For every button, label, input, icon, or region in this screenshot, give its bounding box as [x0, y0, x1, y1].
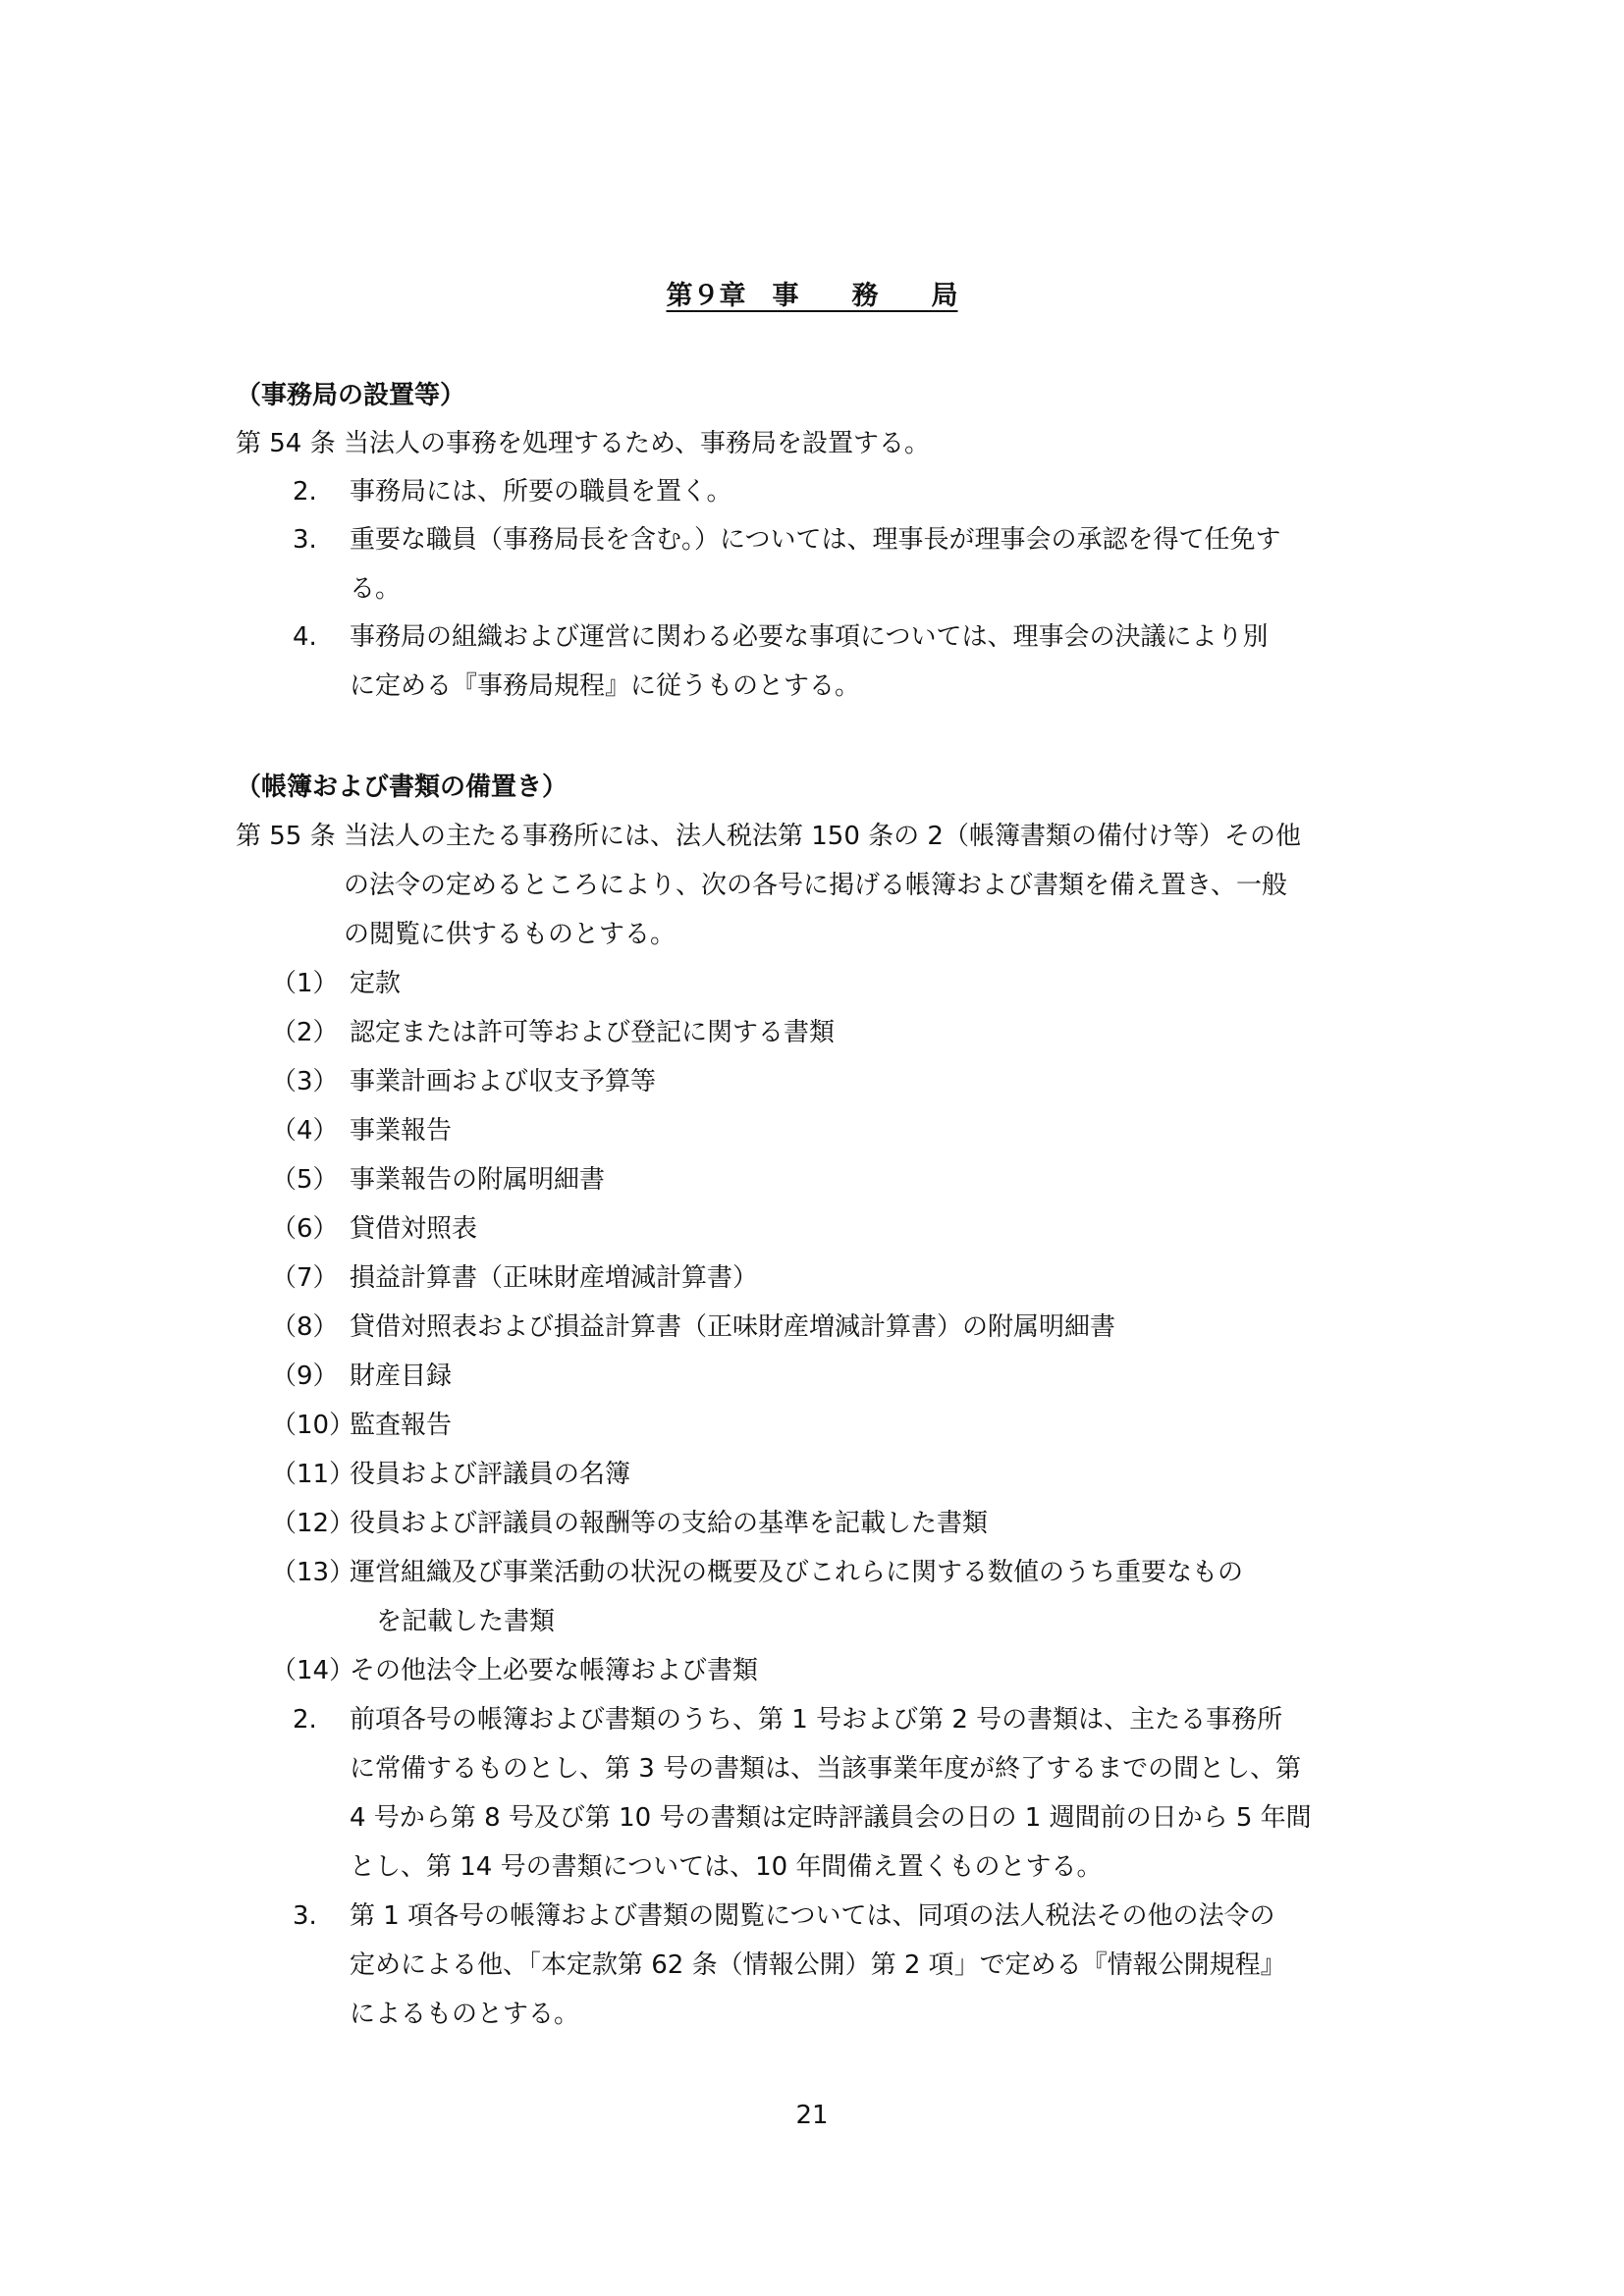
list-item-label: （12） [271, 1509, 355, 1538]
list-item [271, 964, 401, 1003]
list-item [271, 1013, 835, 1052]
list-item [271, 1209, 477, 1249]
article-54-item-4-continuation: に定める『事務局規程』に従うものとする。 [350, 671, 861, 701]
list-item-label: （8） [271, 1312, 339, 1342]
article-55-text-line-2: の法令の定めるところにより、次の各号に掲げる帳簿および書類を備え置き、一般 [344, 871, 1287, 900]
article-54-item-4 [293, 617, 1268, 657]
chapter-title-text: 第９章 事 務 局 [666, 281, 958, 311]
list-item-label: （11） [271, 1460, 355, 1489]
list-item-label: （1） [271, 969, 339, 998]
list-item [271, 1651, 758, 1690]
list-item-text: 定款 [350, 969, 402, 998]
section-54-heading: （事務局の設置等） [236, 381, 466, 410]
item-text: 前項各号の帳簿および書類のうち、第 1 号および第 2 号の書類は、主たる事務所 [350, 1705, 1283, 1735]
article-54-item-3 [293, 520, 1280, 560]
article-55-item-3-continuation: によるものとする。 [350, 2000, 580, 2029]
list-item [271, 1308, 1115, 1347]
article-55-item-3-continuation: 定めによる他、「本定款第 62 条（情報公開）第 2 項」で定める『情報公開規程』 [350, 1950, 1286, 1980]
article-54-item-3-continuation: る。 [350, 574, 402, 604]
item-text: 事務局の組織および運営に関わる必要な事項については、理事会の決議により別 [350, 622, 1269, 652]
section-55-heading: （帳簿および書類の備置き） [236, 773, 568, 802]
list-item-label: （9） [271, 1362, 339, 1391]
list-item [271, 1406, 452, 1445]
list-item-text: 損益計算書（正味財産増減計算書） [350, 1263, 759, 1293]
list-item [271, 1160, 605, 1200]
list-item-text: 貸借対照表および損益計算書（正味財産増減計算書）の附属明細書 [350, 1312, 1116, 1342]
list-item-label: （7） [271, 1263, 339, 1293]
list-item-label: （10） [271, 1411, 355, 1440]
list-item-text: その他法令上必要な帳簿および書類 [350, 1656, 759, 1685]
article-55-item-2-continuation: とし、第 14 号の書類については、10 年間備え置くものとする。 [350, 1852, 1103, 1882]
article-55-text-line-1: 当法人の主たる事務所には、法人税法第 150 条の 2（帳簿書類の備付け等）その他 [344, 822, 1301, 851]
list-item [271, 1258, 758, 1298]
list-item-text: 事業計画および収支予算等 [350, 1067, 657, 1096]
list-item-text: 役員および評議員の報酬等の支給の基準を記載した書類 [350, 1509, 989, 1538]
list-item [271, 1062, 656, 1101]
chapter-title [0, 277, 1624, 316]
item-number: 3. [293, 525, 317, 555]
list-item-continuation: を記載した書類 [376, 1607, 556, 1636]
item-number: 3. [293, 1901, 317, 1931]
list-item-label: （4） [271, 1116, 339, 1146]
list-item-text: 貸借対照表 [350, 1214, 478, 1244]
list-item-text: 事業報告の附属明細書 [350, 1165, 606, 1195]
item-number: 4. [293, 622, 317, 652]
item-number: 2. [293, 1705, 317, 1735]
list-item-label: （5） [271, 1165, 339, 1195]
article-55-item-3 [293, 1896, 1275, 1936]
list-item [271, 1111, 452, 1150]
list-item-text: 役員および評議員の名簿 [350, 1460, 631, 1489]
list-item [271, 1357, 452, 1396]
list-item-label: （14） [271, 1656, 355, 1685]
list-item-label: （13） [271, 1558, 355, 1587]
list-item-text: 財産目録 [350, 1362, 453, 1391]
article-55-item-2-continuation: に常備するものとし、第 3 号の書類は、当該事業年度が終了するまでの間とし、第 [350, 1754, 1302, 1784]
article-54 [236, 424, 930, 463]
article-54-text: 当法人の事務を処理するため、事務局を設置する。 [344, 429, 930, 458]
list-item-label: （2） [271, 1018, 339, 1047]
item-text: 重要な職員（事務局長を含む。）については、理事長が理事会の承認を得て任免す [350, 525, 1281, 555]
item-number: 2. [293, 477, 317, 507]
list-item-text: 事業報告 [350, 1116, 453, 1146]
page-number: 21 [795, 2101, 829, 2130]
article-55-number: 第 55 条 [236, 822, 336, 851]
article-55-item-2-continuation: 4 号から第 8 号及び第 10 号の書類は定時評議員会の日の 1 週間前の日から 5 年間 [350, 1803, 1312, 1833]
list-item-label: （3） [271, 1067, 339, 1096]
list-item [271, 1455, 630, 1494]
article-55-item-2 [293, 1700, 1282, 1739]
list-item-text: 監査報告 [350, 1411, 453, 1440]
item-text: 事務局には、所要の職員を置く。 [350, 477, 732, 507]
article-55 [236, 817, 1301, 856]
list-item [271, 1553, 1243, 1592]
article-55-text-line-3: の閲覧に供するものとする。 [344, 920, 677, 949]
item-text: 第 1 項各号の帳簿および書類の閲覧については、同項の法人税法その他の法令の [350, 1901, 1275, 1931]
article-54-number: 第 54 条 [236, 429, 336, 458]
list-item-text: 運営組織及び事業活動の状況の概要及びこれらに関する数値のうち重要なもの [350, 1558, 1244, 1587]
list-item-label: （6） [271, 1214, 339, 1244]
list-item-text: 認定または許可等および登記に関する書類 [350, 1018, 836, 1047]
article-54-item-2 [293, 472, 731, 511]
list-item [271, 1504, 988, 1543]
